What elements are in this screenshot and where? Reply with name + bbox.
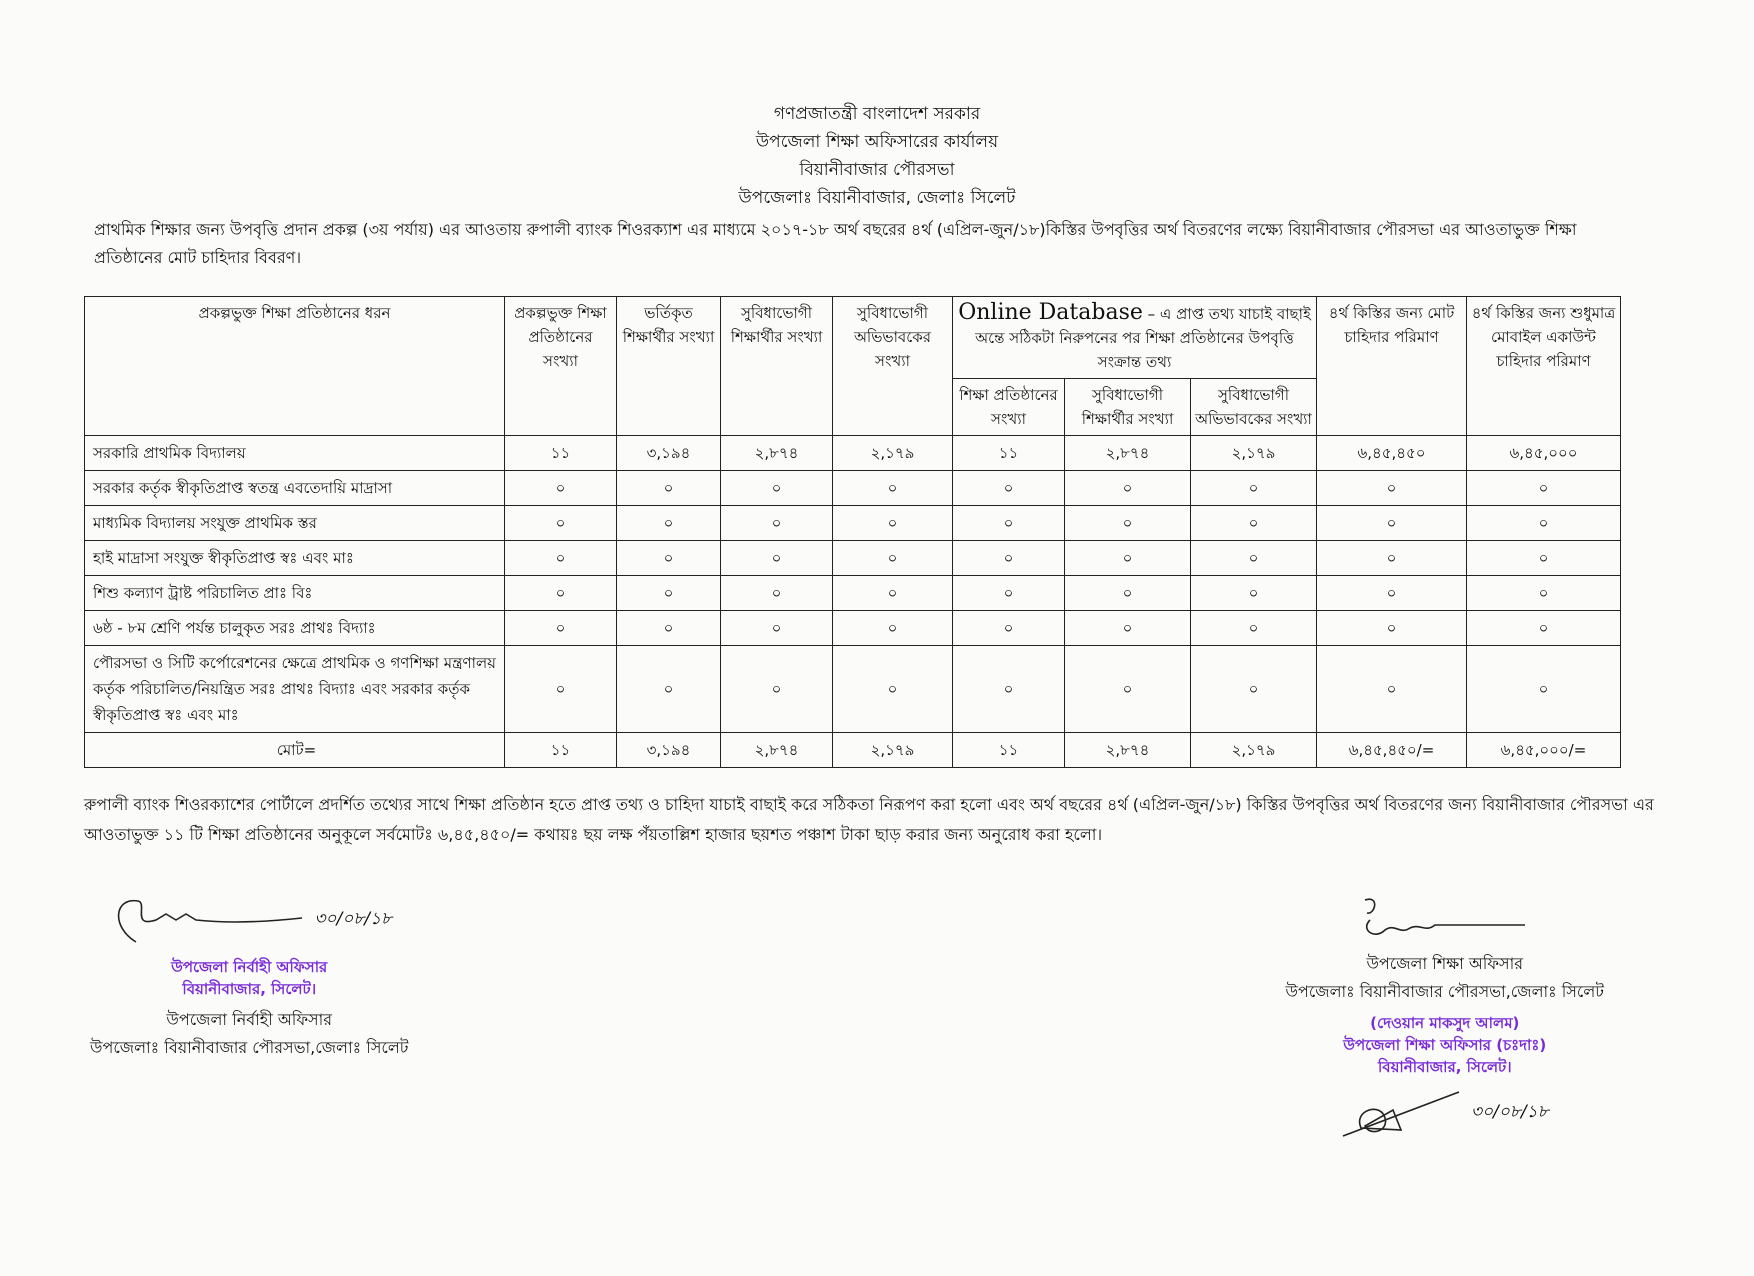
right-signatory [1286,890,1604,1138]
left-signatory-location: উপজেলাঃ বিয়ানীবাজার পৌরসভা,জেলাঃ সিলেট [90,1038,409,1057]
table-cell: ০ [1317,541,1467,576]
row-label: মাধ্যমিক বিদ্যালয় সংযুক্ত প্রাথমিক স্তর [85,506,505,541]
table-cell: ২,১৭৯ [833,436,953,471]
table-cell: ০ [1065,646,1191,733]
right-signature-mark [1355,890,1535,950]
table-cell: ৬,৪৫,৪৫০ [1317,436,1467,471]
table-cell: ১১ [505,436,617,471]
header-online-database [953,297,1317,379]
table-cell: ০ [833,506,953,541]
row-label: শিশু কল্যাণ ট্রাষ্ট পরিচালিত প্রাঃ বিঃ [85,576,505,611]
right-signatory-title: উপজেলা শিক্ষা অফিসার [1366,954,1524,973]
table-cell: ২,১৭৯ [833,733,953,768]
table-cell: ০ [617,611,721,646]
table-cell: ২,৮৭৪ [1065,733,1191,768]
table-cell: ০ [833,541,953,576]
table-cell: ০ [721,646,833,733]
table-cell: ০ [953,541,1065,576]
table-cell: ০ [1065,576,1191,611]
table-cell: ০ [505,506,617,541]
table-cell: ২,৮৭৪ [721,436,833,471]
table-cell: ০ [721,471,833,506]
table-cell: ১১ [953,436,1065,471]
table-cell: ০ [1317,576,1467,611]
table-cell: ১১ [505,733,617,768]
table-row [85,646,1621,733]
table-cell: ০ [1317,646,1467,733]
table-cell: ৩,১৯৪ [617,733,721,768]
header-office: উপজেলা শিক্ষা অফিসারের কার্যালয় [755,132,999,152]
row-label: ৬ষ্ঠ - ৮ম শ্রেণি পর্যন্ত চালুকৃত সরঃ প্রাথঃ বিদ্যাঃ [85,611,505,646]
header-institution-type: প্রকল্পভুক্ত শিক্ষা প্রতিষ্ঠানের ধরন [85,297,505,436]
table-cell: ০ [1467,506,1621,541]
table-cell: ০ [505,611,617,646]
table-total-row [85,733,1621,768]
header-municipality: বিয়ানীবাজার পৌরসভা [799,160,955,180]
table-row [85,611,1621,646]
table-cell: ৩,১৯৪ [617,436,721,471]
header-online-students: সুবিধাভোগী শিক্ষার্থীর সংখ্যা [1065,379,1191,436]
right-official-stamp [1343,1012,1546,1078]
header-government: গণপ্রজাতন্ত্রী বাংলাদেশ সরকার [773,104,981,124]
table-cell: ০ [953,576,1065,611]
total-label: মোট= [85,733,505,768]
table-cell: ০ [721,576,833,611]
table-row [85,506,1621,541]
table-cell: ০ [1191,541,1317,576]
table-cell: ০ [1191,646,1317,733]
table-cell: ০ [617,541,721,576]
table-cell: ০ [1191,611,1317,646]
table-cell: ০ [1317,611,1467,646]
table-cell: ১১ [953,733,1065,768]
right-signature-date: ৩০/০৮/১৮ [1470,1102,1549,1122]
table-row [85,576,1621,611]
table-cell: ০ [1065,611,1191,646]
row-label: সরকার কর্তৃক স্বীকৃতিপ্রাপ্ত স্বতন্ত্র এবতেদায়ি মাদ্রাসা [85,471,505,506]
right-initials [1341,1088,1549,1138]
left-signature-mark [106,890,392,950]
right-stamp-line: উপজেলা শিক্ষা অফিসার (চঃদাঃ) [1343,1036,1547,1054]
right-stamp-line: (দেওয়ান মাকসুদ আলম) [1370,1014,1520,1032]
table-cell: ০ [617,506,721,541]
table-cell: ০ [953,471,1065,506]
table-cell: ০ [505,646,617,733]
table-cell: ০ [1065,541,1191,576]
table-cell: ০ [1191,471,1317,506]
table-cell: ০ [721,506,833,541]
table-cell: ০ [833,576,953,611]
right-signature-icon [1355,895,1535,945]
row-label: সরকারি প্রাথমিক বিদ্যালয় [85,436,505,471]
online-database-desc: – এ প্রাপ্ত তথ্য যাচাই বাছাই অন্তে সঠিকটা নিরুপনের পর শিক্ষা প্রতিষ্ঠানের উপবৃত্তি সংক্রান্ত তথ্য [975,305,1311,371]
table-row [85,541,1621,576]
table-cell: ২,৮৭৪ [721,733,833,768]
table-cell: ৬,৪৫,০০০ [1467,436,1621,471]
table-cell: ০ [953,646,1065,733]
table-cell: ০ [1191,506,1317,541]
header-mobile-demand: ৪র্থ কিস্তির জন্য শুধুমাত্র মোবাইল একাউন্ট চাহিদার পরিমাণ [1467,297,1621,436]
right-stamp-line: বিয়ানীবাজার, সিলেট। [1377,1058,1512,1076]
table-cell: ০ [1065,471,1191,506]
table-row [85,436,1621,471]
table-cell: ০ [617,576,721,611]
left-stamp-line: বিয়ানীবাজার, সিলেট। [182,980,317,998]
header-total-demand: ৪র্থ কিস্তির জন্য মোট চাহিদার পরিমাণ [1317,297,1467,436]
header-beneficiary-students: সুবিধাভোগী শিক্ষার্থীর সংখ্যা [721,297,833,436]
table-cell: ৬,৪৫,৪৫০/= [1317,733,1467,768]
table-cell: ০ [1467,611,1621,646]
table-cell: ২,১৭৯ [1191,436,1317,471]
right-initial-signature-icon [1341,1088,1461,1138]
table-cell: ০ [505,471,617,506]
left-stamp-line: উপজেলা নির্বাহী অফিসার [171,958,328,976]
header-project-institutions: প্রকল্পভুক্ত শিক্ষা প্রতিষ্ঠানের সংখ্যা [505,297,617,436]
table-cell: ০ [617,471,721,506]
table-cell: ০ [833,611,953,646]
table-cell: ০ [1191,576,1317,611]
online-database-title: Online Database [958,300,1143,325]
table-cell: ০ [617,646,721,733]
table-cell: ০ [1065,506,1191,541]
header-enrolled-students: ভর্তিকৃত শিক্ষার্থীর সংখ্যা [617,297,721,436]
left-official-stamp [171,956,327,1000]
table-cell: ২,৮৭৪ [1065,436,1191,471]
table-cell: ০ [1467,471,1621,506]
left-signatory-title: উপজেলা নির্বাহী অফিসার [166,1010,333,1029]
table-cell: ০ [833,471,953,506]
row-label: পৌরসভা ও সিটি কর্পোরেশনের ক্ষেত্রে প্রাথমিক ও গণশিক্ষা মন্ত্রণালয় কর্তৃক পরিচালিত/নিয়ন্ত্রিত সরঃ প্রাথঃ বিদ্যাঃ এবং সরকার কর্তৃক স্বীকৃতিপ্রাপ্ত স্বঃ এবং মাঃ [85,646,505,733]
header-online-guardians: সুবিধাভোগী অভিভাবকের সংখ্যা [1191,379,1317,436]
header-online-institutions: শিক্ষা প্রতিষ্ঠানের সংখ্যা [953,379,1065,436]
table-cell: ০ [505,576,617,611]
table-cell: ০ [721,541,833,576]
right-signatory-location: উপজেলাঃ বিয়ানীবাজার পৌরসভা,জেলাঃ সিলেট [1285,982,1604,1001]
table-cell: ২,১৭৯ [1191,733,1317,768]
table-cell: ০ [953,506,1065,541]
table-cell: ০ [953,611,1065,646]
table-row [85,471,1621,506]
signature-area [0,890,1754,1138]
table-cell: ০ [1467,646,1621,733]
left-signatory [90,890,408,1062]
table-cell: ০ [721,611,833,646]
intro-paragraph: প্রাথমিক শিক্ষার জন্য উপবৃত্তি প্রদান প্রকল্প (৩য় পর্যায়) এর আওতায় রুপালী ব্যাংক শিওরক্যাশ এর মাধ্যমে ২০১৭-১৮ অর্থ বছরের ৪র্থ (এপ্রিল-জুন/১৮)কিস্তির উপবৃত্তির অর্থ বিতরণের লক্ষ্যে বিয়ানীবাজার পৌরসভা এর আওতাভুক্ত শিক্ষা প্রতিষ্ঠানের মোট চাহিদার বিবরণ। [94,220,1577,267]
header-location: উপজেলাঃ বিয়ানীবাজার, জেলাঃ সিলেট [738,188,1016,208]
left-signature-icon [106,892,306,948]
table-cell: ৬,৪৫,০০০/= [1467,733,1621,768]
table-cell: ০ [1317,506,1467,541]
demand-table [84,296,1621,768]
table-cell: ০ [1467,541,1621,576]
table-cell: ০ [833,646,953,733]
left-signature-date: ৩০/০৮/১৮ [314,909,393,929]
table-cell: ০ [505,541,617,576]
header-beneficiary-guardians: সুবিধাভোগী অভিভাবকের সংখ্যা [833,297,953,436]
document-header [0,100,1754,212]
table-cell: ০ [1317,471,1467,506]
table-cell: ০ [1467,576,1621,611]
closing-paragraph: রুপালী ব্যাংক শিওরক্যাশের পোর্টালে প্রদর্শিত তথ্যের সাথে শিক্ষা প্রতিষ্ঠান হতে প্রাপ্ত তথ্য ও চাহিদা যাচাই বাছাই করে সঠিকতা নিরূপণ করা হলো এবং অর্থ বছরের ৪র্থ (এপ্রিল-জুন/১৮) কিস্তির উপবৃত্তির অর্থ বিতরণের জন্য বিয়ানীবাজার পৌরসভা এর আওতাভুক্ত ১১ টি শিক্ষা প্রতিষ্ঠানের অনুকূলে সর্বমোটঃ ৬,৪৫,৪৫০/= কথায়ঃ ছয় লক্ষ পঁয়তাল্লিশ হাজার ছয়শত পঞ্চাশ টাকা ছাড় করার জন্য অনুরোধ করা হলো। [84,795,1654,844]
row-label: হাই মাদ্রাসা সংযুক্ত স্বীকৃতিপ্রাপ্ত স্বঃ এবং মাঃ [85,541,505,576]
